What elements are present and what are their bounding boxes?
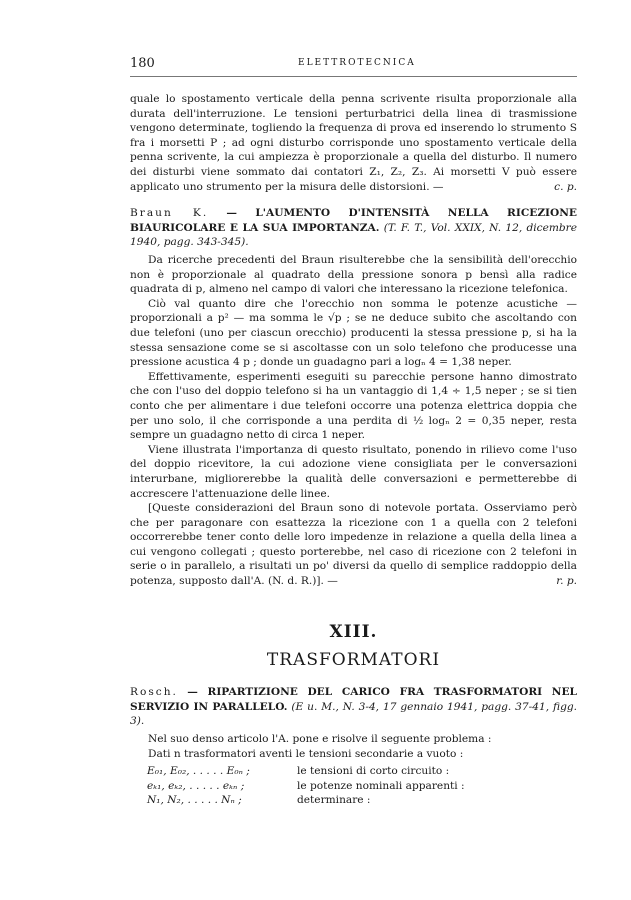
braun-title: — L'AUMENTO D'INTENSITÀ NELLA RICEZIONE BIAURICOLARE E LA SUA IMPORTANZA. xyxy=(130,207,577,234)
list-symbols: E₀₁, E₀₂, . . . . . E₀ₙ ; xyxy=(147,765,250,777)
rosch-title: — RIPARTIZIONE DEL CARICO FRA TRASFORMATORI NEL SERVIZIO IN PARALLELO. xyxy=(130,686,577,713)
braun-paragraph: Ciò val quanto dire che l'orecchio non somma le potenze acustiche — proporzionali a p² — ma somma le √p ; se ne deduce subito che ascoltando con due telefoni (uno per ciascun orecchio) producenti la stessa pressione p, si ha la stessa sensazione come se si ascoltasse con un solo telefono che producesse una pressione acustica 4 p ; donde un guadagno pari a logₙ 4 = 1,38 neper. xyxy=(130,297,577,369)
list-symbols: eₖ₁, eₖ₂, . . . . . eₖₙ ; xyxy=(147,779,245,792)
header-rule xyxy=(130,76,577,77)
page-number: 180 xyxy=(130,56,155,71)
rosch-author: Rosch. xyxy=(130,686,178,698)
article-braun-heading xyxy=(130,206,577,250)
list-item xyxy=(147,779,577,794)
intro-text: quale lo spostamento verticale della penna scrivente risulta proporzionale alla durata dell'interruzione. Le tensioni perturbatrici della linea di trasmissione vengono determinate, togliendo la frequenza di prova ed inserendo lo strumento S fra i morsetti P ; ad ogni disturbo corrisponde uno spostamento verticale della penna scrivente, la cui ampiezza è proporzionale a quella del disturbo. Il numero dei disturbi viene sommato dai contatori Z₁, Z₂, Z₃. Ai morsetti V può essere applicato uno strumento per la misura delle distorsioni. — xyxy=(130,93,577,193)
running-head: ELETTROTECNICA xyxy=(298,58,416,68)
intro-paragraph xyxy=(130,92,577,194)
rosch-paragraph: Nel suo denso articolo l'A. pone e risolve il seguente problema : xyxy=(148,733,492,745)
article-braun-body xyxy=(130,253,577,589)
braun-signature: r. p. xyxy=(556,575,577,588)
braun-paragraph: Viene illustrata l'importanza di questo risultato, ponendo in rilievo come l'uso del doppio ricevitore, la cui adozione viene consigliata per le conversazioni interurbane, migliorerebbe la qualità delle conversazioni e permetterebbe di accrescere l'attenuazione delle linee. xyxy=(130,443,577,500)
list-description: le potenze nominali apparenti : xyxy=(297,779,465,792)
list-symbols: N₁, N₂, . . . . . Nₙ ; xyxy=(147,794,242,807)
page-header xyxy=(130,56,577,74)
list-description: le tensioni di corto circuito : xyxy=(297,765,450,777)
braun-paragraph: Effettivamente, esperimenti eseguiti su parecchie persone hanno dimostrato che con l'uso del doppio telefono si ha un vantaggio di 1,4 ÷ 1,5 neper ; se si tien conto che per alimentare i due telefoni occorre una potenza elettrica doppia che per uno solo, il che corrisponde a una perdita di ½ logₙ 2 = 0,35 neper, resta sempre un guadagno netto di circa 1 neper. xyxy=(130,370,577,442)
list-item xyxy=(147,793,577,808)
section-number: XIII. xyxy=(329,622,378,642)
list-description: determinare : xyxy=(297,794,371,807)
list-item xyxy=(147,764,577,779)
braun-paragraph: [Queste considerazioni del Braun sono di notevole portata. Osserviamo però che per paragonare con esattezza la ricezione con 1 a quella con 2 telefoni occorrerebbe tener conto delle loro impedenze in relazione a quella della linea a cui vengono collegati ; questo porterebbe, nel caso di ricezione con 2 telefoni in serie o in parallelo, a risultati un po' diversi da quello di semplice raddoppio della potenza, supposto dall'A. (N. d. R.)]. — xyxy=(130,502,577,588)
intro-signature: c. p. xyxy=(554,180,577,193)
braun-author: Braun K. xyxy=(130,207,209,219)
section-title: TRASFORMATORI xyxy=(266,650,441,670)
article-rosch-body xyxy=(130,732,577,761)
article-rosch-heading xyxy=(130,685,577,729)
braun-citation: (T. F. T., Vol. XXIX, N. 12, dicembre 1940, pagg. 343-345). xyxy=(130,221,578,249)
rosch-symbol-list xyxy=(147,764,577,808)
rosch-paragraph: Dati n trasformatori aventi le tensioni secondarie a vuoto : xyxy=(148,747,464,760)
rosch-citation: (E u. M., N. 3-4, 17 gennaio 1941, pagg. 37-41, figg. 3). xyxy=(130,700,577,728)
braun-paragraph: Da ricerche precedenti del Braun risulterebbe che la sensibilità dell'orecchio non è proporzionale al quadrato della pressione sonora p bensì alla radice quadrata di p, almeno nel campo di valori che interessano la ricezione telefonica. xyxy=(130,254,577,296)
